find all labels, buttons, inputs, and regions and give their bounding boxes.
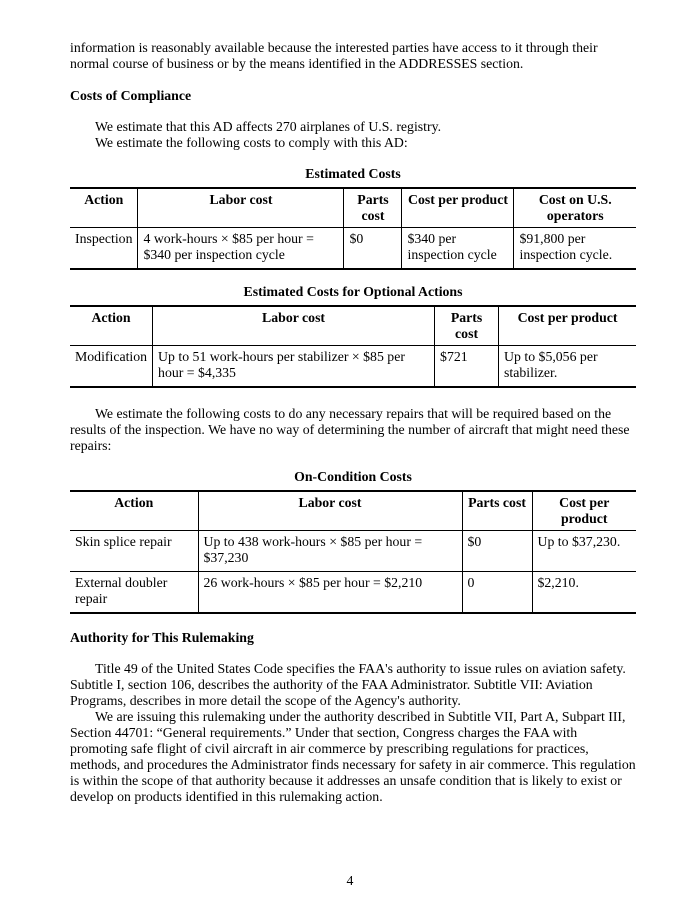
table-row — [70, 531, 636, 572]
table-cell: 0 — [462, 572, 532, 614]
page-number: 4 — [346, 873, 354, 888]
column-header: Parts cost — [462, 491, 532, 531]
table-cell: 4 work-hours × $85 per hour = $340 per inspection cycle — [138, 228, 344, 270]
table-cell: Up to 438 work-hours × $85 per hour = $37,230 — [198, 531, 462, 572]
table-cell: Up to 51 work-hours per stabilizer × $85 per hour = $4,335 — [153, 346, 435, 388]
column-header: Action — [84, 192, 124, 207]
table-header-row — [70, 188, 636, 228]
optional-actions-table — [70, 305, 636, 388]
page-content — [70, 40, 636, 805]
table-cell: Skin splice repair — [75, 534, 172, 549]
estimated-costs-caption: Estimated Costs — [305, 166, 401, 181]
column-header: Labor cost — [198, 491, 462, 531]
column-header: Labor cost — [153, 306, 435, 346]
authority-paragraph-2: We are issuing this rulemaking under the authority described in Subtitle VII, Part A, Subpart III, Section 44701: “General requirements.” Under that section, Congress charges the FAA with promoting safe flight of civil aircraft in air commerce by prescribing regulations for practices, methods, and procedures the Administrator finds necessary for safety in air commerce. This regulation is within the scope of that authority because it addresses an unsafe condition that is likely to exist or develop on products identified in this rulemaking action. — [70, 709, 636, 804]
table-row — [70, 572, 636, 614]
table-cell: $0 — [344, 228, 402, 270]
column-header: Labor cost — [138, 188, 344, 228]
column-header: Cost per product — [402, 188, 514, 228]
repairs-paragraph: We estimate the following costs to do any necessary repairs that will be required based on the results of the inspection. We have no way of determining the number of aircraft that might need these repairs: — [70, 406, 630, 453]
column-header: Cost on U.S. operators — [514, 188, 636, 228]
column-header: Cost per product — [532, 491, 636, 531]
table-cell: $721 — [435, 346, 499, 388]
column-header: Parts cost — [435, 306, 499, 346]
table-cell: Inspection — [75, 231, 133, 246]
authority-heading: Authority for This Rulemaking — [70, 630, 254, 645]
costs-paragraph-2: We estimate the following costs to comply with this AD: — [95, 135, 408, 150]
table-cell: $0 — [462, 531, 532, 572]
authority-paragraph-1: Title 49 of the United States Code specifies the FAA's authority to issue rules on aviation safety. Subtitle I, section 106, describes the authority of the FAA Administrator. Subtitle VII: Aviation Programs, describes in more detail the scope of the Agency's authority. — [70, 661, 626, 708]
on-condition-costs-caption: On-Condition Costs — [294, 469, 412, 484]
optional-actions-caption: Estimated Costs for Optional Actions — [243, 284, 463, 299]
table-cell: $340 per inspection cycle — [402, 228, 514, 270]
table-cell: Up to $37,230. — [532, 531, 636, 572]
table-cell: $2,210. — [532, 572, 636, 614]
costs-of-compliance-heading: Costs of Compliance — [70, 88, 192, 103]
table-row — [70, 228, 636, 270]
intro-paragraph: information is reasonably available because the interested parties have access to it through their normal course of business or by the means identified in the ADDRESSES section. — [70, 40, 598, 71]
table-cell: $91,800 per inspection cycle. — [514, 228, 636, 270]
table-header-row — [70, 306, 636, 346]
column-header: Action — [91, 310, 131, 325]
column-header: Cost per product — [499, 306, 636, 346]
costs-paragraph-1: We estimate that this AD affects 270 airplanes of U.S. registry. — [95, 119, 442, 134]
table-cell: External doubler repair — [75, 575, 168, 606]
table-cell: 26 work-hours × $85 per hour = $2,210 — [198, 572, 462, 614]
column-header: Action — [114, 495, 154, 510]
column-header: Parts cost — [344, 188, 402, 228]
table-cell: Modification — [75, 349, 148, 364]
estimated-costs-table — [70, 187, 636, 270]
on-condition-costs-table — [70, 490, 636, 614]
table-row — [70, 346, 636, 388]
table-header-row — [70, 491, 636, 531]
table-cell: Up to $5,056 per stabilizer. — [499, 346, 636, 388]
